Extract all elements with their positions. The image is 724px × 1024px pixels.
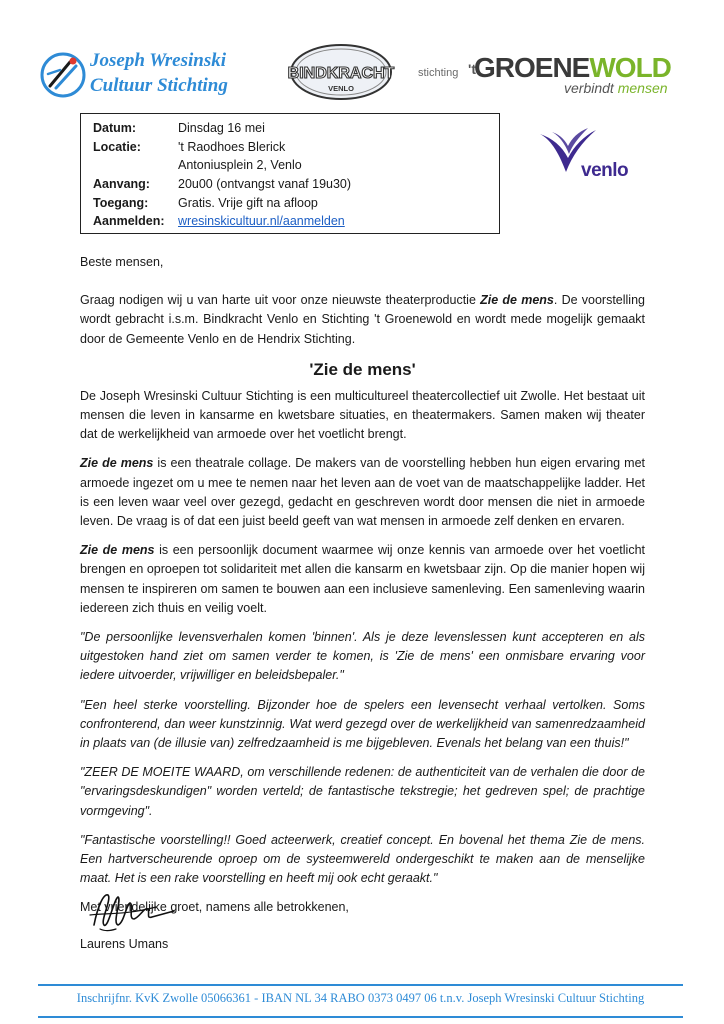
info-value: Gratis. Vrije gift na afloop [178,195,318,210]
footer-divider-top [38,984,683,986]
bindkracht-logo-city: VENLO [328,84,354,93]
info-label: Aanvang: [93,177,150,192]
signup-link[interactable]: wresinskicultuur.nl/aanmelden [178,214,345,229]
quote-1: "De persoonlijke levensverhalen komen 'binnen'. Als je deze levenslessen kunt accepteren en als uitgestoken hand ziet om samen verder te komen, is 'Zie de mens' een onmisbare ervaring voor iedere uitvoerder, vrijwilliger en beleidsbepaler." [80,630,645,683]
info-row-address [93,156,489,175]
gw-tagline-2: mensen [617,80,668,96]
paragraph-2 [80,454,645,531]
info-value: Antoniusplein 2, Venlo [178,158,302,173]
intro-text-cont: . De voorstelling wordt gebracht i.s.m. Bindkracht Venlo en Stichting 't Groenewold en wordt mede mogelijk gemaakt door de Gemeente Venlo en de Hendrix Stichting. [80,293,645,346]
bindkracht-logo [283,42,399,102]
groenewold-logo [418,53,680,99]
info-row-aanvang [93,175,489,194]
info-label: Locatie: [93,139,141,154]
gw-tagline-1: verbindt [564,80,614,96]
info-label: Toegang: [93,195,149,210]
greeting: Beste mensen, [80,255,164,269]
info-label [93,156,178,175]
info-value: 't Raodhoes Blerick [178,139,286,154]
paragraph-1: De Joseph Wresinski Cultuur Stichting is een multicultureel theatercollectief uit Zwolle. Het bestaat uit mensen die leven in kansarme en kwetsbare situaties, en theatermakers. Samen maken wij theater dat de werkelijkheid van armoede over het voetlicht brengt. [80,388,645,442]
footer-registration: Inschrijfnr. KvK Zwolle 05066361 - IBAN NL 34 RABO 0373 0497 06 t.n.v. Joseph Wresinski Cultuur Stichting [76,991,645,1005]
signature-image [86,885,176,935]
info-label: Aanmelden: [93,214,165,229]
gw-brand [474,53,671,83]
gw-brand-wold: WOLD [589,52,671,83]
closing: Met vriendelijke groet, namens alle betrokkenen, [80,900,349,915]
gw-tagline [564,80,668,96]
quote-2: "Een heel sterke voorstelling. Bijzonder hoe de spelers een levensecht verhaal vertolken. Soms confronterend, dan weer kunstzinnig. Wat werd gezegd over de werkelijkheid van samenredzaamheid in plaats van (de illusie van) zelfredzaamheid is me bijgebleven. Evenals het belang van een thuis!" [80,697,645,751]
info-row-locatie [93,138,489,157]
jw-logo-line1: Joseph Wresinski [90,50,227,71]
info-value: Dinsdag 16 mei [178,121,265,135]
bindkracht-logo-text: BINDKRACHT [287,65,395,82]
p2-title: Zie de mens [80,456,154,471]
gw-t: 't [468,61,476,77]
p3-title: Zie de mens [80,543,155,558]
jw-logo [40,48,265,100]
info-value: 20u00 (ontvangst vanaf 19u30) [178,177,352,192]
info-label: Datum: [93,121,137,135]
letter-body [80,253,645,937]
section-heading: 'Zie de mens' [309,359,416,379]
quote-4: "Fantastische voorstelling!! Goed acteerwerk, creatief concept. En bovenal het thema Zie de mens. Een hartverscheurende oproep om de systeemwereld ondergeschikt te maken aan de menselijke maat. Het is een rake voorstelling en heeft mij ook echt geraakt." [80,832,645,886]
gw-brand-groene: GROENE [474,52,590,83]
quote-3: "ZEER DE MOEITE WAARD, om verschillende redenen: de authenticiteit van de verhalen die door de "ervaringsdeskundigen" worden verteld; de fantastische tekstregie; het gedreven spel; de prachtige vormgeving". [80,765,645,818]
info-row-datum [93,119,489,138]
intro-production-title: Zie de mens [480,293,554,308]
gw-stichting: stichting [418,67,459,79]
paragraph-3 [80,541,645,618]
jw-logo-line2: Cultuur Stichting [90,75,228,96]
p2-text: is een theatrale collage. De makers van de voorstelling hebben hun eigen ervaring met armoede ingezet om u mee te nemen naar het leven aan de voet van de maatschappelijke ladder. Het is een leven waar veel over gezegd, gedacht en geschreven wordt door mensen die niet in armoede leven. De vraag is of dat een juist beeld geeft van wat mensen in armoede zelf denken en ervaren. [80,456,645,529]
jw-emblem-icon [40,52,86,98]
info-row-toegang [93,194,489,213]
intro-paragraph [80,291,645,349]
intro-text: Graag nodigen wij u van harte uit voor onze nieuwste theaterproductie [80,293,481,308]
event-info-box [80,113,500,234]
venlo-logo-text: venlo [581,160,629,181]
info-row-aanmelden [93,212,489,231]
venlo-logo [538,126,648,186]
p3-text: is een persoonlijk document waarmee wij onze kennis van armoede over het voetlicht brengen en oproepen tot solidariteit met allen die kansarm en kwetsbaar zijn. Op die manier hopen wij mensen te inspireren om samen te bouwen aan een inclusieve samenleving. Een samenleving waarin iedereen zich thuis en veilig voelt. [80,543,646,615]
signer-name: Laurens Umans [80,937,169,951]
footer-divider-bottom [38,1016,683,1018]
